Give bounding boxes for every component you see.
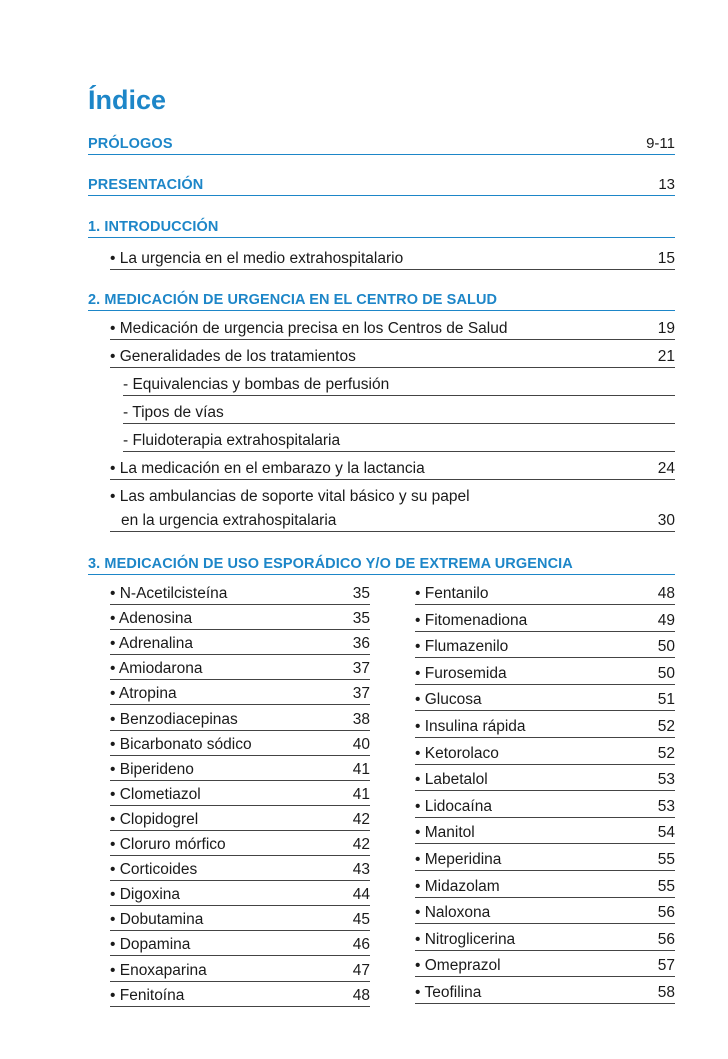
entry-label: • Clopidogrel xyxy=(110,810,199,828)
toc-entry[interactable] xyxy=(110,734,370,756)
toc-entry[interactable] xyxy=(110,934,370,956)
entry-label: • Omeprazol xyxy=(415,957,501,975)
entry-page: 56 xyxy=(657,904,675,922)
toc-entry[interactable] xyxy=(415,583,675,605)
entry-page: 47 xyxy=(352,961,370,979)
entry-label: • Flumazenilo xyxy=(415,638,509,656)
entry-label: • Bicarbonato sódico xyxy=(110,735,252,753)
entry-label: • Meperidina xyxy=(415,851,502,868)
entry-page: 19 xyxy=(657,320,675,337)
entry-label-line1: • Las ambulancias de soporte vital básico y su papel xyxy=(110,488,470,505)
page-title: Índice xyxy=(88,85,167,115)
entry-label: • Fitomenadiona xyxy=(415,611,528,629)
entry-page: 52 xyxy=(657,718,675,735)
toc-entry[interactable] xyxy=(110,809,370,831)
toc-entry[interactable] xyxy=(415,955,675,977)
entry-page: 58 xyxy=(657,984,675,1001)
toc-entry[interactable] xyxy=(415,876,675,898)
entry-label: • Nitroglicerina xyxy=(415,930,516,948)
toc-entry[interactable] xyxy=(415,796,675,818)
toc-entry[interactable] xyxy=(415,769,675,791)
entry-label: • Biperideno xyxy=(110,760,194,778)
entry-label: • Digoxina xyxy=(110,886,181,904)
entry-label: - Fluidoterapia extrahospitalaria xyxy=(123,432,341,449)
entry-page: 42 xyxy=(352,810,370,828)
entry-label: • Ketorolaco xyxy=(415,744,499,762)
entry-label: • Atropina xyxy=(110,685,177,703)
entry-label: • Lidocaína xyxy=(415,797,492,815)
toc-entry[interactable] xyxy=(415,610,675,632)
entry-label: • Fentanilo xyxy=(415,585,489,602)
entry-page: 54 xyxy=(657,824,675,842)
entry-page: 37 xyxy=(352,660,370,678)
section-label: 2. MEDICACIÓN DE URGENCIA EN EL CENTRO DE SALUD xyxy=(88,292,498,308)
entry-page: 55 xyxy=(657,877,675,895)
section-label: 1. INTRODUCCIÓN xyxy=(88,219,219,235)
entry-label: • Adrenalina xyxy=(110,635,193,653)
toc-entry[interactable] xyxy=(110,985,370,1007)
toc-subentry[interactable] xyxy=(123,402,675,424)
entry-label: • Labetalol xyxy=(415,771,488,789)
toc-entry[interactable] xyxy=(110,759,370,781)
toc-section-prologos[interactable] xyxy=(88,132,675,155)
entry-page: 38 xyxy=(352,710,370,728)
section-label: PRESENTACIÓN xyxy=(88,177,204,193)
entry-label: • Manitol xyxy=(415,824,475,842)
entry-page: 51 xyxy=(657,691,675,709)
toc-entry[interactable] xyxy=(415,902,675,924)
section-label: PRÓLOGOS xyxy=(88,136,173,152)
entry-page: 41 xyxy=(352,785,370,803)
section-page: 9-11 xyxy=(646,135,675,152)
entry-label: • Dobutamina xyxy=(110,911,204,929)
entry-label: • Furosemida xyxy=(415,664,507,682)
entry-page: 15 xyxy=(657,250,675,267)
entry-label: • Generalidades de los tratamientos xyxy=(110,348,356,365)
toc-entry[interactable] xyxy=(110,784,370,806)
entry-label: • Dopamina xyxy=(110,936,191,954)
entry-page: 50 xyxy=(657,664,675,682)
entry-label: • Midazolam xyxy=(415,877,500,895)
toc-entry[interactable] xyxy=(110,633,370,655)
entry-label: • Benzodiacepinas xyxy=(110,710,238,728)
entry-page: 44 xyxy=(352,886,370,904)
entry-page: 37 xyxy=(352,685,370,703)
entry-label: • Teofilina xyxy=(415,984,482,1001)
toc-section-2[interactable] xyxy=(88,288,675,311)
toc-entry[interactable] xyxy=(110,960,370,982)
toc-entry[interactable] xyxy=(110,859,370,881)
entry-page: 48 xyxy=(352,986,370,1004)
toc-entry[interactable] xyxy=(110,510,675,532)
entry-page: 46 xyxy=(352,936,370,954)
entry-label: • Adenosina xyxy=(110,610,193,628)
entry-page: 41 xyxy=(352,760,370,778)
entry-label: • Corticoides xyxy=(110,861,198,879)
entry-page: 56 xyxy=(657,930,675,948)
toc-section-3[interactable] xyxy=(88,552,675,575)
toc-entry[interactable] xyxy=(110,583,370,605)
entry-label: • Enoxaparina xyxy=(110,961,207,979)
toc-entry[interactable] xyxy=(110,346,675,368)
entry-label: - Equivalencias y bombas de perfusión xyxy=(123,376,390,393)
toc-entry[interactable] xyxy=(110,318,675,340)
entry-page: 35 xyxy=(352,610,370,628)
entry-page: 36 xyxy=(352,635,370,653)
toc-entry[interactable] xyxy=(110,608,370,630)
entry-page: 35 xyxy=(352,585,370,602)
entry-label: • La urgencia en el medio extrahospitalario xyxy=(110,250,404,267)
toc-entry[interactable] xyxy=(110,458,675,480)
entry-label: • Fenitoína xyxy=(110,986,185,1004)
entry-label: • Clometiazol xyxy=(110,785,201,803)
entry-label: en la urgencia extrahospitalaria xyxy=(121,512,337,529)
entry-page: 52 xyxy=(657,744,675,762)
entry-label: • Medicación de urgencia precisa en los Centros de Salud xyxy=(110,320,508,337)
toc-entry[interactable] xyxy=(415,929,675,951)
section-label: 3. MEDICACIÓN DE USO ESPORÁDICO Y/O DE EXTREMA URGENCIA xyxy=(88,556,573,572)
entry-page: 53 xyxy=(657,771,675,789)
toc-entry[interactable] xyxy=(415,689,675,711)
entry-page: 24 xyxy=(657,460,675,477)
toc-section-presentacion[interactable] xyxy=(88,173,675,196)
toc-entry[interactable] xyxy=(110,248,675,270)
toc-entry[interactable] xyxy=(110,683,370,705)
entry-page: 48 xyxy=(657,585,675,602)
entry-label: • Naloxona xyxy=(415,904,491,922)
toc-entry[interactable] xyxy=(110,884,370,906)
entry-page: 40 xyxy=(352,735,370,753)
toc-subentry[interactable] xyxy=(123,374,675,396)
toc-entry[interactable] xyxy=(415,849,675,871)
toc-entry[interactable] xyxy=(110,658,370,680)
entry-page: 53 xyxy=(657,797,675,815)
entry-page: 50 xyxy=(657,638,675,656)
toc-entry[interactable] xyxy=(415,982,675,1004)
entry-label: • Glucosa xyxy=(415,691,482,709)
toc-subentry[interactable] xyxy=(123,430,675,452)
entry-label: • Amiodarona xyxy=(110,660,203,678)
entry-page: 49 xyxy=(657,611,675,629)
entry-page: 43 xyxy=(352,861,370,879)
entry-page: 55 xyxy=(657,851,675,868)
toc-entry[interactable] xyxy=(415,663,675,685)
toc-entry[interactable] xyxy=(110,834,370,856)
section-page: 13 xyxy=(658,176,675,193)
entry-label: • Cloruro mórfico xyxy=(110,836,226,853)
entry-page: 42 xyxy=(352,836,370,853)
entry-label: • N-Acetilcisteína xyxy=(110,585,228,602)
toc-entry[interactable] xyxy=(415,636,675,658)
entry-label: • La medicación en el embarazo y la lactancia xyxy=(110,460,425,477)
entry-page: 57 xyxy=(657,957,675,975)
toc-entry[interactable] xyxy=(415,716,675,738)
toc-entry[interactable] xyxy=(415,743,675,765)
entry-page: 30 xyxy=(657,512,675,529)
entry-label: - Tipos de vías xyxy=(123,404,224,421)
toc-entry[interactable] xyxy=(415,822,675,844)
entry-label: • Insulina rápida xyxy=(415,718,526,735)
entry-page: 21 xyxy=(657,348,675,365)
entry-page: 45 xyxy=(352,911,370,929)
toc-entry[interactable] xyxy=(110,709,370,731)
toc-section-1[interactable] xyxy=(88,215,675,238)
toc-entry[interactable] xyxy=(110,909,370,931)
